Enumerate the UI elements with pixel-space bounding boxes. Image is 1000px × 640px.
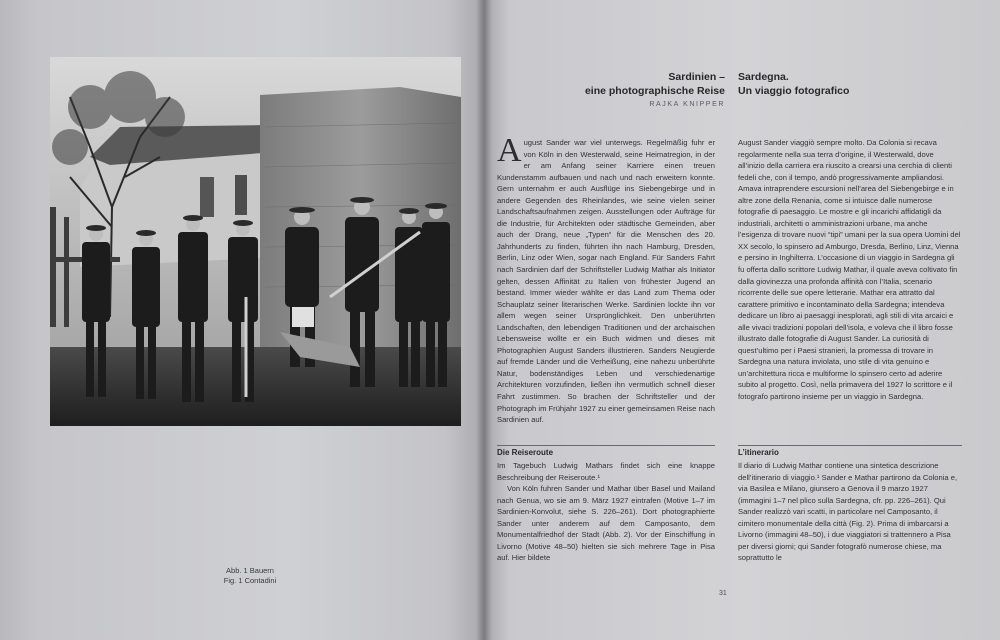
german-paragraph-1-text: ugust Sander war viel unterwegs. Regelmäßig fuhr er von Köln in den Westerwald, seine Heimatregion, in der er am Anfang seiner Karriere einen treuen Kundenstamm aufbauen und nach und nach erweitern konnte. Gern unternahm er auch Ausflüge ins Siebengebirge und in andere Gegenden des Rheinlandes, wie seine vielen seiner Landschaftsaufnahmen zeigen. Ausstellungen oder Aufträge für die Industrie, für Architekten oder städtische Gemeinden, aber auch der Drang, neue „Typen“ für die Menschen des 20. Jahrhunderts zu finden, führten ihn nach Hamburg, Dresden, Berlin, Linz oder Wien, sogar nach England. Für Sanders Fahrt nach Sardinien darf der Schriftsteller Ludwig Mathar als Initiator gelten, dessen Affinität zu Italien von frühester Jugend an bestand. Immer wieder wählte er das Land zum Thema oder Schauplatz seiner literarischen Werke. Sardinien lockte ihn vor allem wegen seiner Ursprünglichkeit. Den unberührten Landschaften, den lebendigen Traditionen und der archaischen Lebensweise wollte er ein Buch widmen und dieses mit Photographien August Sanders illustrieren. Sanders Neugierde auf fremde Länder und die Verheißung, eine nahezu unberührte Natur, bodenständiges Leben und verschiedenartige Architekturen vorzufinden, ließen ihn vermutlich schnell dieser Fahrt zustimmen. So brachen der Schriftsteller und der Photograph im Frühjahr 1927 zu einer gemeinsamen Reise nach Sardinien auf. <box>497 138 715 425</box>
italian-column-route <box>738 460 962 564</box>
german-title-line1: Sardinien – <box>668 71 725 83</box>
left-page <box>0 0 484 640</box>
author-name: RAJKA KNIPPER <box>649 101 725 108</box>
italian-title-line1: Sardegna. <box>738 71 789 83</box>
book-gutter <box>476 0 492 640</box>
italian-section-rule <box>738 445 962 446</box>
italian-paragraph-2: Il diario di Ludwig Mathar contiene una sintetica descrizione dell’itinerario di viaggio.¹ Sander e Mathar partirono da Colonia e, via Basilea e Milano, giunsero a Genova il 9 marzo 1927 (immagini 1–7 nel plico sulla Sardegna, cfr. pp. 226–261). Qui Sander realizzò vari scatti, in particolare nel Camposanto, il cimitero monumentale della città (Fig. 2). Prima di imbarcarsi a Livorno (immagini 48–50), i due viaggiatori si trattennero a Pisa per diversi giorni; qui Sander fotografò numerose chiese, ma soprattutto le <box>738 461 958 563</box>
caption-italian: Fig. 1 Contadini <box>223 576 277 585</box>
italian-paragraph-1: August Sander viaggiò sempre molto. Da Colonia si recava regolarmente nella sua terra d’origine, il Westerwald, dove all’inizio della carriera era riuscito a crearsi una cerchia di clienti fedeli che, con il tempo, andò progressivamente ampliandosi. Amava intraprendere escursioni nell’area del Siebengebirge e in altre zone della Renania, come si intuisce dalle numerose fotografie di paesaggio. Le mostre e gli incarichi affidatigli da industriali, architetti o amministrazioni urbane, ma anche l’esigenza di trovare nuovi “tipi” umani per la sua opera Uomini del XX secolo, lo spinsero ad Amburgo, Dresda, Berlino, Linz, Vienna e persino in Inghilterra. L’occasione di un viaggio in Sardegna gli fu offerta dallo scrittore Ludwig Mathar, il quale aveva coltivato fin dalla giovinezza una profonda affinità con l’Italia, scenario ricorrente delle sue opere letterarie. Mathar era attratto dal carattere primitivo e incontaminato della Sardegna; intendeva dedicare un libro ai paesaggi inesplorati, agli stili di vita arcaici e alle vivaci tradizioni popolari dell’isola, e voleva che il libro fosse illustrato dalle fotografie di August Sander. La curiosità di quest’ultimo per i Paesi stranieri, la promessa di trovare in Sardegna una natura inviolata, uno stile di vita genuino e un’architettura ricca e multiforme lo spinsero certo ad aderire subito al progetto. Così, nella primavera del 1927 lo scrittore e il fotografo partirono insieme per un viaggio in Sardegna. <box>738 138 961 402</box>
german-title-line2: eine photographische Reise <box>584 85 725 97</box>
photograph-peasants <box>50 57 461 426</box>
italian-column-intro <box>738 137 962 403</box>
german-section-heading: Die Reiseroute <box>497 448 554 457</box>
italian-section-heading: L’itinerario <box>738 448 779 457</box>
photo-caption <box>180 566 320 586</box>
italian-title-line2: Un viaggio fotografico <box>738 85 850 97</box>
german-paragraph-1 <box>497 132 715 426</box>
page-number: 31 <box>719 590 727 597</box>
german-section-rule <box>497 445 715 446</box>
drop-cap: A <box>497 132 522 169</box>
italian-title-block <box>738 70 938 98</box>
german-column-intro <box>497 132 715 426</box>
german-paragraph-2: Im Tagebuch Ludwig Mathars findet sich eine knappe Beschreibung der Reiseroute.¹ <box>497 461 715 482</box>
caption-german: Abb. 1 Bauern <box>226 566 274 575</box>
german-paragraph-3: Von Köln fuhren Sander und Mathar über Basel und Mailand nach Genua, wo sie am 9. März 1927 eintrafen (Motive 1–7 im Sardinien-Konvolut, siehe S. 226–261). Dort photographierte Sander unter anderem auf dem Camposanto, dem Monumentalfriedhof der Stadt (Abb. 2). Vor der Einschiffung in Livorno (Motive 48–50) hielten sie sich mehrere Tage in Pisa auf. Hier bildete <box>497 484 715 563</box>
photo-illustration <box>50 57 461 426</box>
german-title-block <box>520 70 725 111</box>
german-column-route <box>497 460 715 564</box>
